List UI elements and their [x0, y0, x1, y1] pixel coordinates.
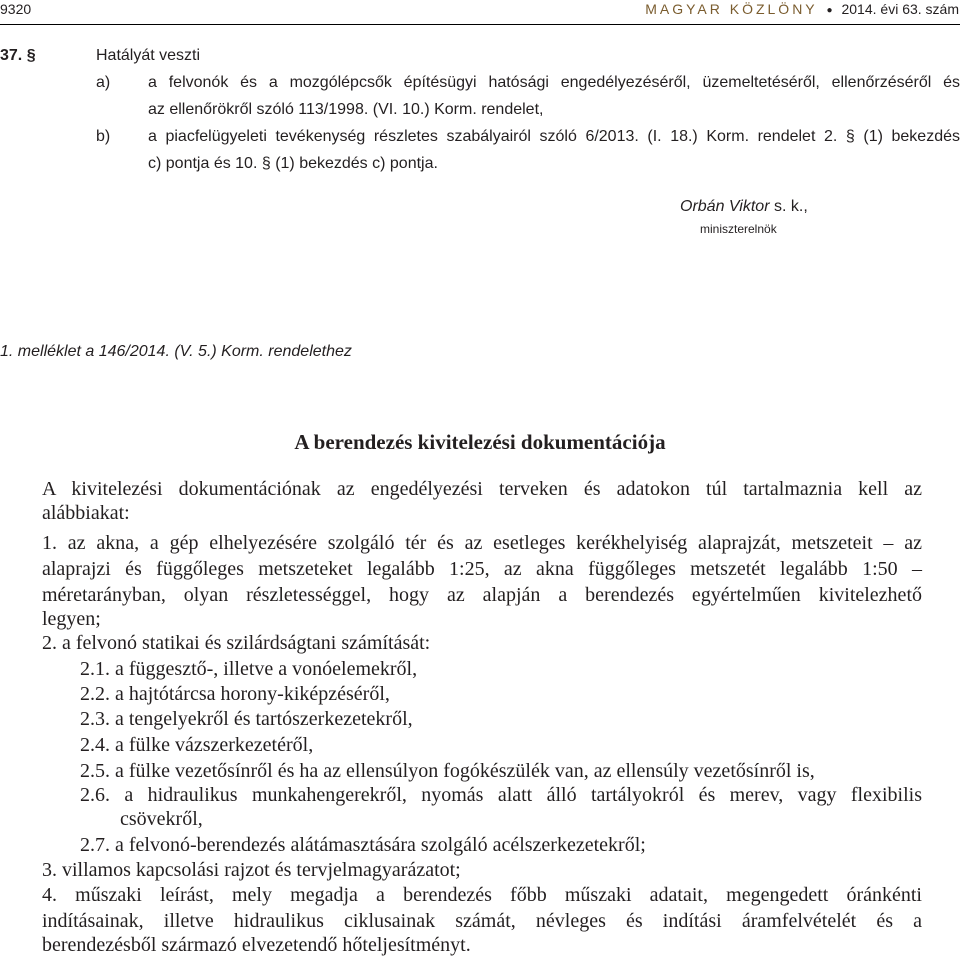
paragraph-3: 3. villamos kapcsolási rajzot és tervjelmagyarázatot; [42, 859, 461, 881]
item-text-line: a piacfelügyeleti tevékenység részletes szabályairól szóló 6/2013. (I. 18.) Korm. rendelet 2. § (1) bekezdés [148, 128, 960, 145]
signatory-role: miniszterelnök [700, 222, 777, 236]
subitem-2-4: 2.4. a fülke vázszerkezetéről, [80, 734, 314, 756]
intro-line: A kivitelezési dokumentációnak az engedélyezési terveken és adatokon túl tartalmaznia kell az [42, 478, 922, 500]
intro-line: alábbiakat: [42, 502, 130, 524]
document-title: A berendezés kivitelezési dokumentációja [294, 430, 666, 454]
subitem-2-6-line: csövekről, [120, 808, 203, 830]
annex-title: 1. melléklet a 146/2014. (V. 5.) Korm. rendelethez [0, 343, 352, 360]
subitem-2-6-line: 2.6. a hidraulikus munkahengerekről, nyomás alatt álló tartályokról és merev, vagy flexibilis [80, 784, 922, 806]
subitem-2-3: 2.3. a tengelyekről és tartószerkezetekről, [80, 708, 413, 730]
subitem-2-2: 2.2. a hajtótárcsa horony-kiképzéséről, [80, 683, 390, 705]
item-letter: a) [96, 74, 111, 91]
subitem-2-5: 2.5. a fülke vezetősínről és ha az ellensúlyon fogókészülék van, az ellensúly vezetősínről is, [80, 760, 815, 782]
header-divider [0, 24, 960, 25]
paragraph-1-line: legyen; [42, 608, 101, 630]
journal-name: MAGYAR KÖZLÖNY [645, 1, 818, 17]
page-header [0, 0, 960, 22]
subitem-2-7: 2.7. a felvonó-berendezés alátámasztására szolgáló acélszerkezetekről; [80, 834, 646, 856]
issue-label: 2014. évi 63. szám [841, 1, 959, 17]
item-text-line: a felvonók és a mozgólépcsők építésügyi hatósági engedélyezéséről, üzemeltetéséről, ellenőrzéséről és [148, 74, 960, 91]
paragraph-1-line: alaprajzi és függőleges metszeteket legalább 1:25, az akna függőleges metszetét legalább 1:50 – [42, 558, 922, 580]
paragraph-2: 2. a felvonó statikai és szilárdságtani számítását: [42, 632, 431, 654]
signature [680, 198, 808, 216]
signature-suffix: s. k., [769, 198, 808, 215]
paragraph-4-line: berendezésből származó elvezetendő hőteljesítményt. [42, 934, 471, 956]
subitem-2-1: 2.1. a függesztő-, illetve a vonóelemekről, [80, 658, 418, 680]
paragraph-1-line: 1. az akna, a gép elhelyezésére szolgáló tér és az esetleges kerékhelyiség alaprajzát, metszeteit – az [42, 532, 922, 554]
paragraph-4-line: 4. műszaki leírást, mely megadja a berendezés főbb műszaki adatait, megengedett óránkénti [42, 884, 922, 906]
section-number: 37. § [0, 47, 36, 64]
bullet-separator-icon: ● [826, 5, 833, 16]
paragraph-4-line: indításainak, illetve hidraulikus ciklusainak számát, névleges és indítási áramfelvételét és a [42, 910, 922, 932]
page-number: 9320 [0, 1, 32, 17]
item-letter: b) [96, 128, 111, 145]
running-head [645, 1, 959, 17]
item-text-line: c) pontja és 10. § (1) bekezdés c) pontja. [148, 155, 438, 172]
signatory-name: Orbán Viktor [680, 198, 770, 215]
paragraph-1-line: méretarányban, olyan részletességgel, hogy az alapján a berendezés egyértelműen kivitelezhető [42, 584, 922, 606]
section-title: Hatályát veszti [96, 47, 201, 64]
item-text-line: az ellenőrökről szóló 113/1998. (VI. 10.) Korm. rendelet, [148, 101, 544, 118]
